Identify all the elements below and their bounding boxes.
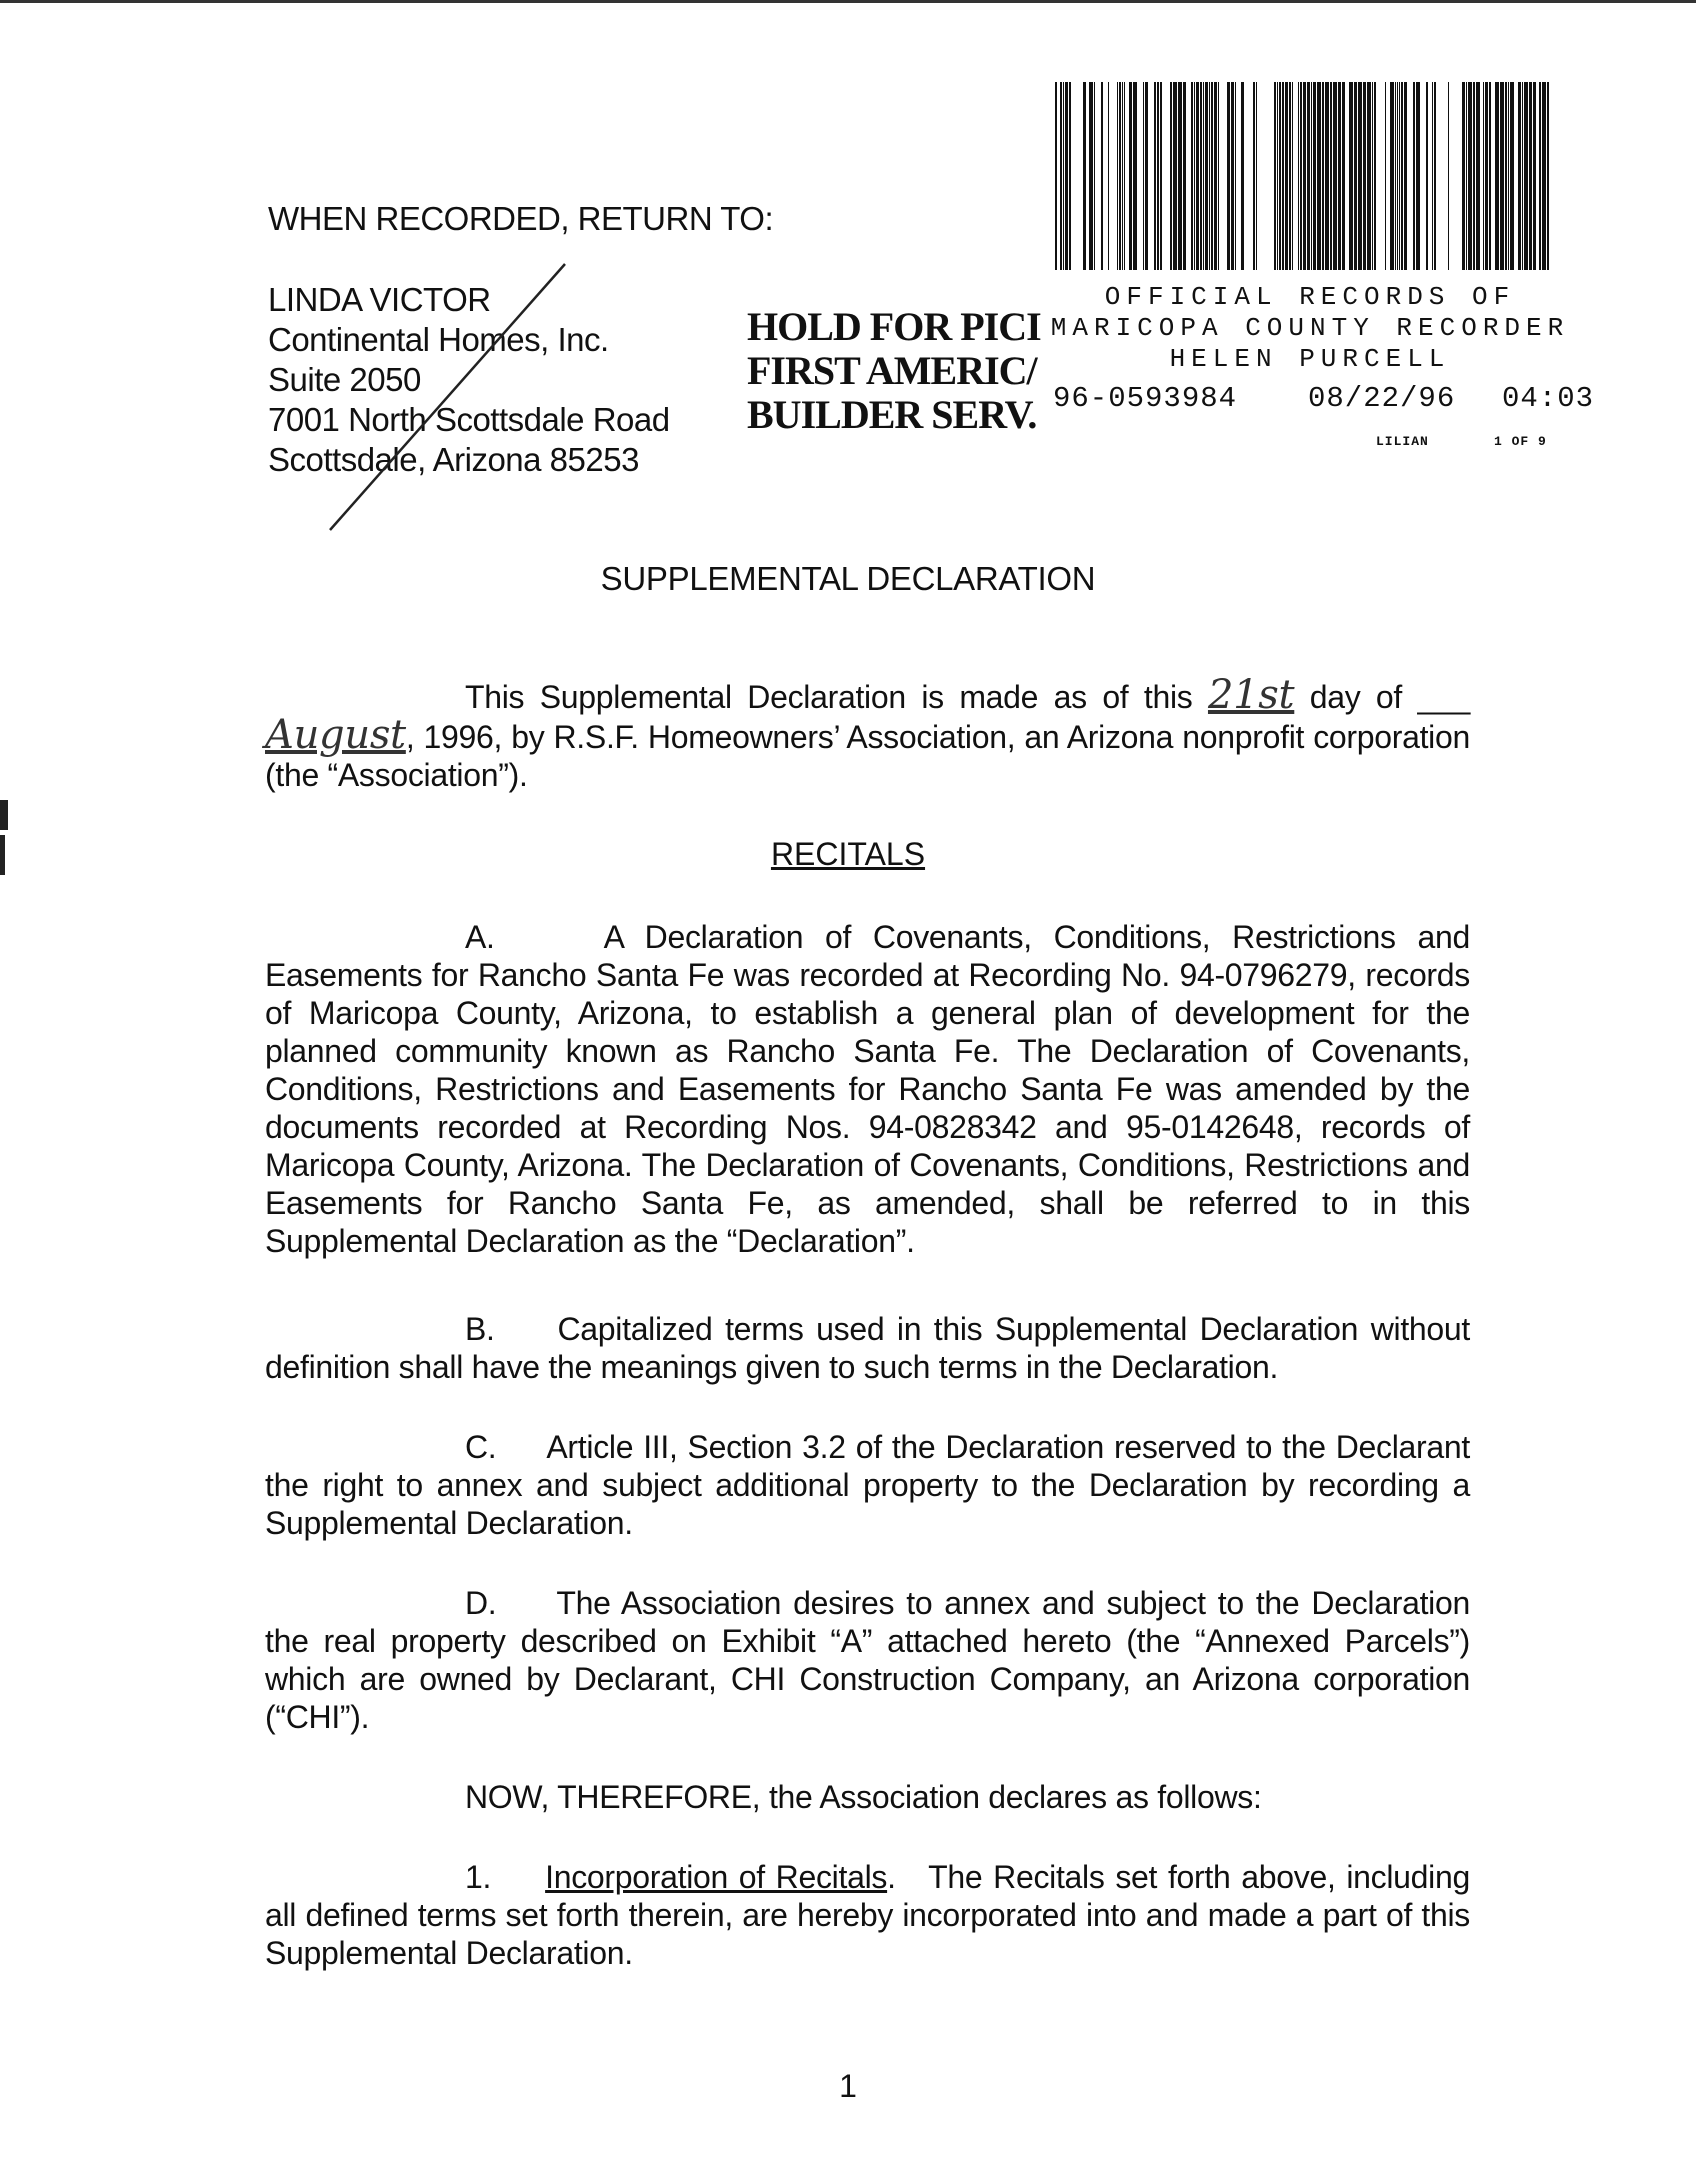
- hold-for-pickup-stamp: [747, 305, 1047, 445]
- barcode-bar: [1094, 82, 1095, 270]
- barcode-bar: [1133, 82, 1137, 270]
- recital-letter: D.: [465, 1585, 497, 1621]
- barcode-bar: [1542, 82, 1546, 270]
- barcode-bar: [1500, 82, 1504, 270]
- barcode-bar: [1426, 82, 1428, 270]
- barcode-bar: [1363, 82, 1366, 270]
- recital-text: Article III, Section 3.2 of the Declaration reserved to the Declarant the right to annex and subject additional property to the Declaration by recording a Supplemental Declaration.: [265, 1429, 1470, 1541]
- barcode-bar: [1089, 82, 1093, 270]
- barcode-bar: [1354, 82, 1357, 270]
- recital-letter: A.: [465, 919, 495, 955]
- barcode-bar: [1055, 82, 1057, 270]
- barcode-bar: [1317, 82, 1321, 270]
- barcode-bar: [1060, 82, 1062, 270]
- barcode-bar: [1374, 82, 1376, 270]
- barcode-bar: [1124, 82, 1125, 270]
- barcode-bar: [1416, 82, 1420, 270]
- barcode-bar: [1330, 82, 1332, 270]
- barcode-bar: [1434, 82, 1436, 270]
- barcode-bar: [1510, 82, 1514, 270]
- barcode-bar: [1390, 82, 1394, 270]
- barcode-bar: [1214, 82, 1217, 270]
- address-line: LINDA VICTOR: [268, 281, 491, 318]
- barcode-bar: [1303, 82, 1306, 270]
- barcode-bar: [1401, 82, 1403, 270]
- return-to-label: WHEN RECORDED, RETURN TO:: [268, 200, 774, 237]
- recital-b: [265, 1310, 1470, 1386]
- barcode-bar: [1505, 82, 1507, 270]
- barcode-bar: [1277, 82, 1278, 270]
- section-text: The Recitals set forth above, including all defined terms set forth therein, are hereby incorporated into and made a part of this Supplemental Declaration.: [265, 1859, 1470, 1971]
- recorder-line: MARICOPA COUNTY RECORDER: [1050, 313, 1570, 343]
- barcode-bar: [1129, 82, 1132, 270]
- address-line: Suite 2050: [268, 361, 421, 398]
- stamp-line: HOLD FOR PICI: [747, 305, 1041, 349]
- barcode-bar: [1466, 82, 1467, 270]
- barcode-bar: [1145, 82, 1148, 270]
- barcode-bar: [1285, 82, 1288, 270]
- recital-text: Capitalized terms used in this Supplemental Declaration without definition shall have the meanings given to such terms in the Declaration.: [265, 1311, 1470, 1385]
- barcode-bar: [1358, 82, 1362, 270]
- recording-clerk: LILIAN: [1376, 434, 1429, 449]
- barcode-bar: [1432, 82, 1433, 270]
- intro-text: day of: [1309, 679, 1403, 715]
- barcode-bar: [1083, 82, 1086, 270]
- barcode-bar: [1462, 82, 1465, 270]
- barcode-bar: [1338, 82, 1341, 270]
- barcode-bar: [1508, 82, 1509, 270]
- barcode-bar: [1372, 82, 1373, 270]
- barcode-bar: [1119, 82, 1121, 270]
- barcode-bar: [1533, 82, 1536, 270]
- barcode-bar: [1529, 82, 1532, 270]
- recorder-line: OFFICIAL RECORDS OF: [1104, 282, 1516, 312]
- barcode-bar: [1183, 82, 1186, 270]
- recording-date: 08/22/96: [1308, 382, 1456, 415]
- barcode-bar: [1200, 82, 1202, 270]
- recital-a: [265, 918, 1470, 1260]
- stamp-line: FIRST AMERIC/: [747, 348, 1037, 393]
- barcode-bar: [1160, 82, 1162, 270]
- barcode-bar: [1485, 82, 1488, 270]
- section-number: 1.: [465, 1859, 492, 1895]
- barcode-bar: [1196, 82, 1199, 270]
- page-number: 1: [839, 2068, 857, 2104]
- barcode-bar: [1065, 82, 1068, 270]
- barcode-bar: [1495, 82, 1499, 270]
- barcode-bar: [1522, 82, 1523, 270]
- handwritten-day: 21st: [1207, 672, 1295, 718]
- barcode-bar: [1069, 82, 1071, 270]
- barcode: [1055, 82, 1550, 270]
- intro-text: This Supplemental Declaration is made as of this: [465, 679, 1193, 715]
- barcode-bar: [1367, 82, 1371, 270]
- recording-number: 96-0593984: [1053, 382, 1238, 415]
- barcode-bar: [1143, 82, 1144, 270]
- barcode-bar: [1274, 82, 1276, 270]
- recorder-line: HELEN PURCELL: [1169, 344, 1451, 374]
- recording-page-count: 1 OF 9: [1494, 434, 1547, 449]
- address-line: Continental Homes, Inc.: [268, 321, 609, 358]
- barcode-bar: [1227, 82, 1230, 270]
- barcode-bar: [1476, 82, 1480, 270]
- barcode-bar: [1211, 82, 1213, 270]
- barcode-bar: [1178, 82, 1182, 270]
- barcode-bar: [1539, 82, 1541, 270]
- handwritten-month: August: [265, 712, 406, 758]
- barcode-bar: [1349, 82, 1353, 270]
- barcode-bar: [1333, 82, 1337, 270]
- barcode-bar: [1524, 82, 1528, 270]
- now-therefore-text: NOW, THEREFORE, the Association declares as follows:: [465, 1779, 1262, 1815]
- scan-edge-mark: [0, 800, 8, 830]
- address-line: Scottsdale, Arizona 85253: [268, 441, 639, 478]
- barcode-bar: [1547, 82, 1549, 270]
- barcode-bar: [1194, 82, 1195, 270]
- barcode-bar: [1108, 82, 1109, 270]
- barcode-bar: [1413, 82, 1415, 270]
- recital-text: A Declaration of Covenants, Conditions, Restrictions and Easements for Rancho Santa Fe was recorded at Recording No. 94-0796279, records of Maricopa County, Arizona, to establish a general plan of development for the planned community known as Rancho Santa Fe. The Declaration of Covenants, Conditions, Restrictions and Easements for Rancho Santa Fe was amended by the documents recorded at Recording Nos. 94-0828342 and 95-0142648, records of Maricopa County, Arizona. The Declaration of Covenants, Conditions, Restrictions and Easements for Rancho Santa Fe, as amended, shall be referred to in this Supplemental Declaration as the “Declaration”.: [265, 919, 1470, 1259]
- barcode-bar: [1489, 82, 1491, 270]
- barcode-bar: [1307, 82, 1310, 270]
- barcode-bar: [1117, 82, 1118, 270]
- barcode-bar: [1468, 82, 1472, 270]
- barcode-bar: [1311, 82, 1312, 270]
- barcode-bar: [1235, 82, 1236, 270]
- barcode-bar: [1342, 82, 1345, 270]
- barcode-bar: [1191, 82, 1193, 270]
- barcode-bar: [1518, 82, 1521, 270]
- barcode-bar: [1313, 82, 1316, 270]
- barcode-bar: [1209, 82, 1210, 270]
- stamp-line: BUILDER SERV.: [747, 392, 1037, 437]
- recital-letter: B.: [465, 1311, 495, 1347]
- barcode-bar: [1289, 82, 1291, 270]
- recital-c: [265, 1428, 1470, 1542]
- barcode-bar: [1279, 82, 1281, 270]
- address-line: 7001 North Scottsdale Road: [268, 401, 670, 438]
- barcode-bar: [1473, 82, 1475, 270]
- barcode-bar: [1385, 82, 1386, 270]
- barcode-bar: [1256, 82, 1257, 270]
- barcode-bar: [1154, 82, 1156, 270]
- barcode-bar: [1173, 82, 1177, 270]
- barcode-bar: [1483, 82, 1484, 270]
- barcode-bar: [1205, 82, 1208, 270]
- barcode-bar: [1231, 82, 1234, 270]
- barcode-bar: [1292, 82, 1293, 270]
- handwritten-strike-line: [320, 262, 580, 532]
- scan-top-edge: [0, 0, 1696, 3]
- intro-paragraph: This Supplemental Declaration is made as of this 21st day of ___ August, 1996, by R.S.F. Homeowners’ Association, an Arizona nonprofit corporation (the “Association”).: [265, 672, 1470, 793]
- now-therefore: [265, 1778, 1470, 1816]
- section-heading: Incorporation of Recitals: [545, 1859, 888, 1895]
- recital-text: The Association desires to annex and subject to the Declaration the real property described on Exhibit “A” attached hereto (the “Annexed Parcels”) which are owned by Declarant, CHI Construction Company, an Arizona corporation (“CHI”).: [265, 1585, 1470, 1735]
- barcode-bar: [1170, 82, 1172, 270]
- recorder-stamp: [1050, 282, 1595, 449]
- barcode-bar: [1203, 82, 1204, 270]
- barcode-bar: [1122, 82, 1123, 270]
- section-1: 1. Incorporation of Recitals. The Recitals set forth above, including all defined terms set forth therein, are hereby incorporated into and made a part of this Supplemental Declaration.: [265, 1859, 1470, 1971]
- barcode-bar: [1404, 82, 1407, 270]
- recitals-heading: RECITALS: [770, 836, 926, 872]
- barcode-bar: [1298, 82, 1299, 270]
- recording-time: 04:03: [1502, 382, 1595, 415]
- barcode-bar: [1395, 82, 1396, 270]
- barcode-bar: [1241, 82, 1244, 270]
- recital-letter: C.: [465, 1429, 497, 1465]
- intro-text: , 1996, by R.S.F. Homeowners’ Association, an Arizona nonprofit corporation (the “Association”).: [265, 719, 1470, 793]
- barcode-bar: [1101, 82, 1103, 270]
- recital-d: [265, 1584, 1470, 1736]
- barcode-bar: [1325, 82, 1329, 270]
- barcode-bar: [1157, 82, 1159, 270]
- barcode-bar: [1448, 82, 1449, 270]
- barcode-bar: [1322, 82, 1324, 270]
- barcode-bar: [1397, 82, 1398, 270]
- barcode-bar: [1253, 82, 1255, 270]
- document-title: SUPPLEMENTAL DECLARATION: [600, 560, 1096, 597]
- barcode-bar: [1399, 82, 1400, 270]
- barcode-bar: [1300, 82, 1302, 270]
- barcode-bar: [1063, 82, 1064, 270]
- barcode-bar: [1282, 82, 1284, 270]
- barcode-bar: [1218, 82, 1219, 270]
